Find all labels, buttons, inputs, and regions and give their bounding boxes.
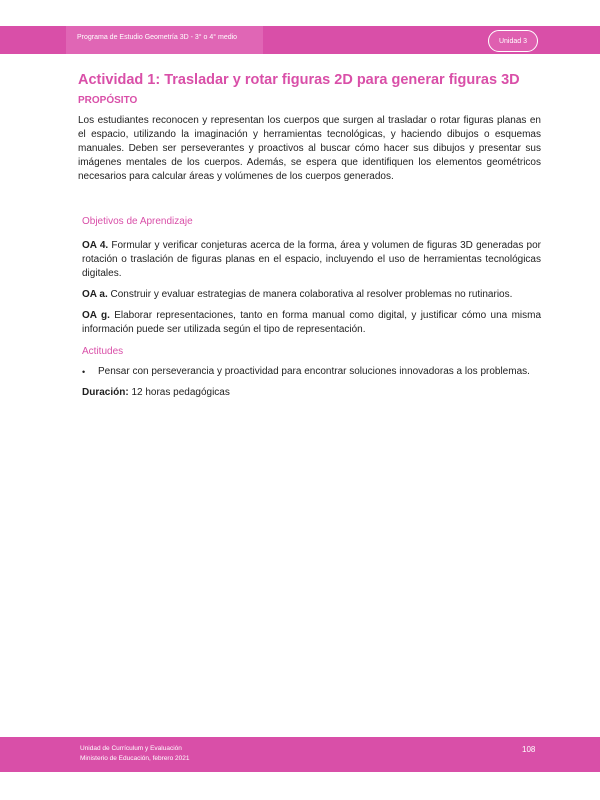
attitude-text: Pensar con perseverancia y proactividad para encontrar soluciones innovadoras a los problemas.	[98, 366, 530, 377]
unit-badge: Unidad 3	[488, 30, 538, 52]
objective-item	[82, 288, 541, 302]
duration	[82, 387, 541, 398]
program-title: Programa de Estudio Geometría 3D - 3° o 4° medio	[77, 34, 238, 41]
objective-item	[82, 239, 541, 281]
footer-ministry: Ministerio de Educación, febrero 2021	[80, 755, 190, 762]
main-content	[78, 72, 541, 398]
footer-unit: Unidad de Currículum y Evaluación	[80, 745, 182, 752]
activity-title: Actividad 1: Trasladar y rotar figuras 2D para generar figuras 3D	[78, 72, 520, 88]
attitude-item	[82, 365, 541, 379]
page-number: 108	[522, 745, 536, 754]
objective-code: OA a.	[82, 289, 108, 300]
attitudes-heading: Actitudes	[82, 346, 124, 357]
objectives-heading: Objetivos de Aprendizaje	[82, 216, 193, 227]
duration-value: 12 horas pedagógicas	[128, 387, 230, 398]
objective-text: Elaborar representaciones, tanto en forma manual como digital, y justificar cómo una misma información puede ser utilizada según el tipo de representación.	[82, 310, 542, 335]
objective-item	[82, 309, 541, 337]
objective-text: Formular y verificar conjeturas acerca de la forma, área y volumen de figuras 3D generadas por rotación o traslación de figuras planas en el espacio, incluyendo el uso de herramientas tecnológicas digitales.	[82, 240, 541, 279]
bullet-icon: •	[82, 367, 86, 377]
purpose-text: Los estudiantes reconocen y representan los cuerpos que surgen al trasladar o rotar figuras planas en el espacio, utilizando la imaginación y herramientas tecnológicas, y haciendo dibujos o esquemas manuales. Deben ser perseverantes y proactivos al buscar cómo hacer sus dibujos y presentar sus imágenes mentales de los cuerpos. Además, se espera que identifiquen los elementos geométricos necesarios para calcular áreas y volúmenes de los cuerpos generados.	[78, 115, 541, 182]
objective-code: OA g.	[82, 310, 110, 321]
duration-label: Duración:	[82, 387, 129, 398]
objective-code: OA 4.	[82, 240, 109, 251]
purpose-heading: PROPÓSITO	[78, 95, 138, 106]
objective-text: Construir y evaluar estrategias de manera colaborativa al resolver problemas no rutinarios.	[107, 289, 513, 300]
